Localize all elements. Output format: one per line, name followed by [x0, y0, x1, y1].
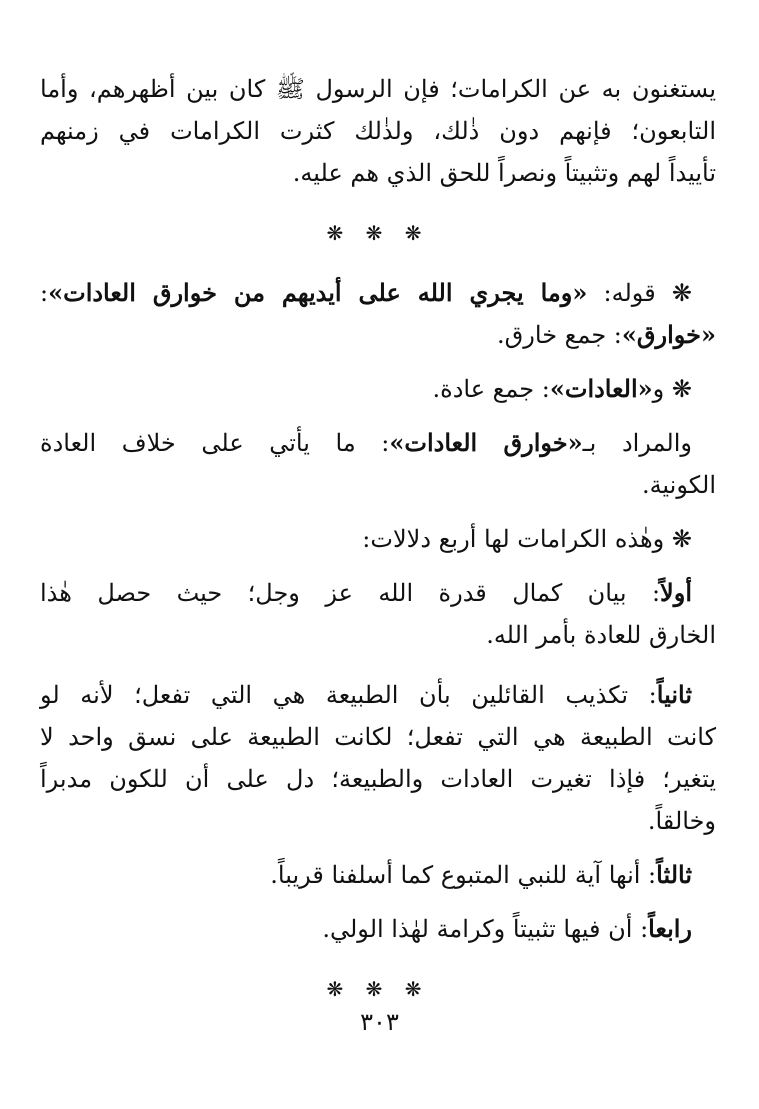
first-point-paragraph-cont	[40, 614, 716, 656]
section-separator-2: ❋ ❋ ❋	[326, 977, 430, 1001]
adat-line	[40, 368, 692, 410]
paragraph-intro	[40, 68, 716, 194]
page-body	[40, 68, 716, 1028]
meaning-rest: : ما يأتي على خلاف العادة	[40, 429, 390, 457]
second-point-paragraph	[40, 674, 716, 716]
quote-phrase: «وما يجري الله على أيديهم من خوارق العادات»	[48, 278, 588, 307]
fourth-point-paragraph	[40, 908, 716, 950]
intro-line-2: التابعون؛ فإنهم دون ذٰلك، ولذٰلك كثرت الكرامات في زمنهم	[40, 117, 716, 145]
quote-lead: ❋ قوله:	[587, 279, 692, 307]
khawariq-definition: : جمع خارق.	[497, 321, 622, 349]
quote-line	[40, 272, 692, 314]
dalalat-intro-paragraph	[40, 518, 716, 560]
page-number: ٣٠٣	[360, 1008, 399, 1036]
fourth-line	[40, 908, 692, 950]
third-point-paragraph	[40, 854, 716, 896]
third-text: : أنها آية للنبي المتبوع كما أسلفنا قريباً.	[270, 861, 657, 889]
second-line-2: كانت الطبيعة هي التي تفعل؛ لكانت الطبيعة على نسق واحد لا	[40, 723, 716, 751]
adat-definition: : جمع عادة.	[432, 375, 550, 403]
khawariq-line	[40, 314, 716, 356]
section-separator-1: ❋ ❋ ❋	[326, 221, 430, 245]
intro-line-3: تأييداً لهم وتثبيتاً ونصراً للحق الذي هم عليه.	[292, 159, 716, 187]
meaning-paragraph	[40, 422, 716, 464]
fourth-label: رابعاً	[648, 914, 692, 943]
second-line-3: يتغير؛ فإذا تغيرت العادات والطبيعة؛ دل على أن للكون مدبراً	[40, 765, 716, 793]
intro-line-1: يستغنون به عن الكرامات؛ فإن الرسول ﷺ كان بين أظهرهم، وأما	[40, 75, 716, 103]
khawariq-term: «خوارق»	[621, 320, 716, 349]
third-line	[40, 854, 692, 896]
adat-term: «العادات»	[549, 374, 653, 403]
khawariq-paragraph	[40, 314, 716, 356]
adat-paragraph	[40, 368, 716, 410]
meaning-term: «خوارق العادات»	[389, 428, 583, 457]
fourth-text: : أن فيها تثبيتاً وكرامة لهٰذا الولي.	[322, 915, 649, 943]
adat-lead: ❋ و	[652, 375, 692, 403]
second-line-1	[40, 674, 692, 716]
first-point-paragraph	[40, 572, 716, 614]
second-text-1: : تكذيب القائلين بأن الطبيعة هي التي تفعل؛ لأنه لو	[40, 681, 657, 709]
first-label: أولاً	[660, 578, 692, 607]
second-label: ثانياً	[656, 680, 692, 709]
meaning-lead: والمراد بـ	[582, 429, 692, 457]
meaning-line-2: الكونية.	[641, 471, 716, 499]
meaning-paragraph-cont	[40, 464, 716, 506]
quote-colon: :	[40, 279, 49, 307]
second-point-paragraph-cont	[40, 716, 716, 842]
dalalat-intro-line: ❋ وهٰذه الكرامات لها أربع دلالات:	[362, 525, 692, 553]
first-line-2: الخارق للعادة بأمر الله.	[486, 621, 716, 649]
first-line-1	[40, 572, 692, 614]
meaning-line-1	[40, 422, 692, 464]
first-text-1: : بيان كمال قدرة الله عز وجل؛ حيث حصل هٰذا	[40, 579, 661, 607]
quote-paragraph	[40, 272, 716, 314]
third-label: ثالثاً	[656, 860, 692, 889]
second-line-4: وخالقاً.	[647, 807, 716, 835]
